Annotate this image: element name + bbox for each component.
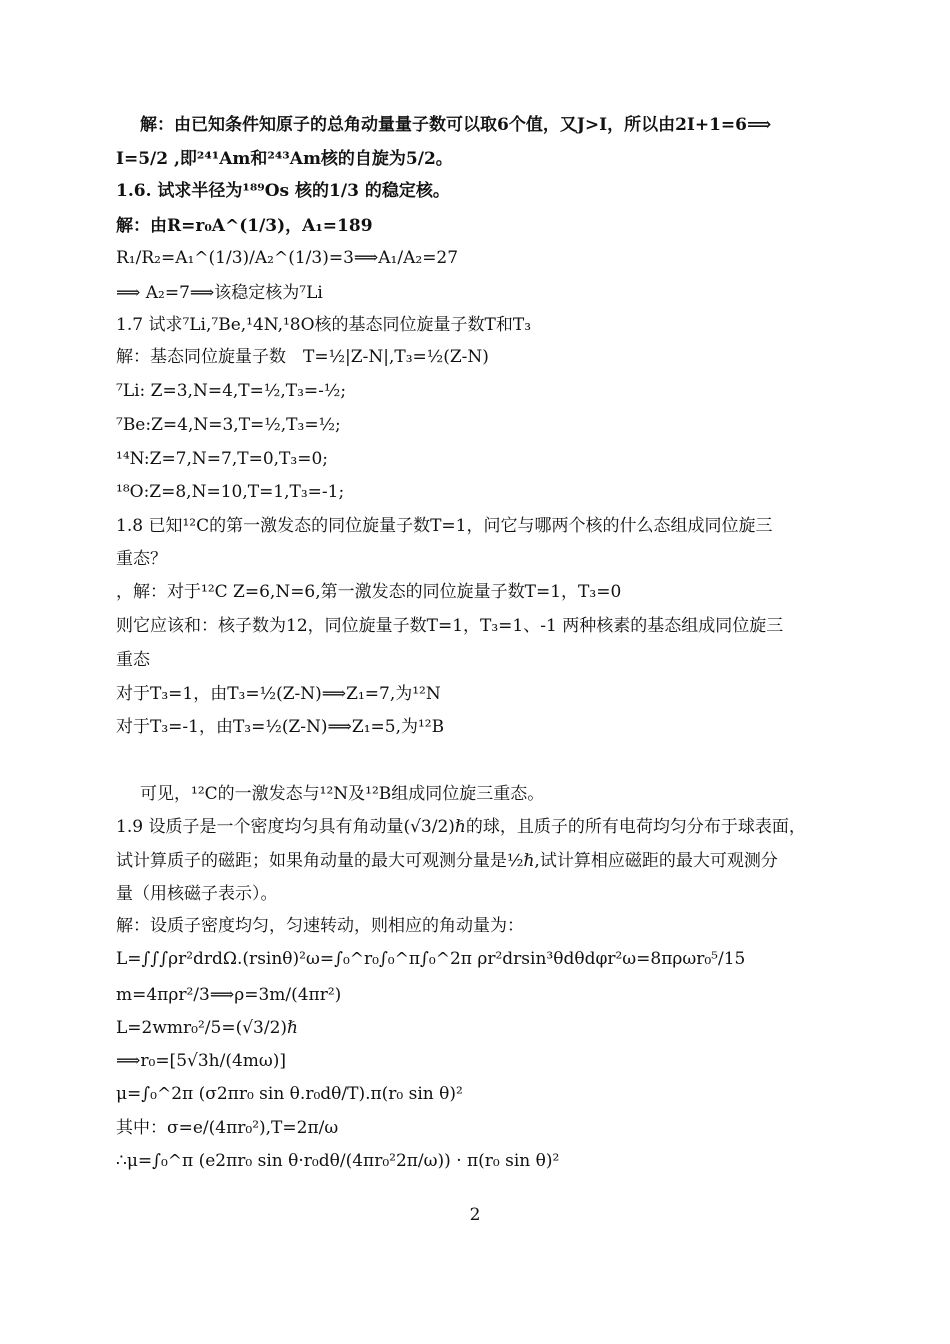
text-line: 1.6. 试求半径为¹⁸⁹Os 核的1/3 的稳定核。 — [116, 181, 450, 201]
text-line: 其中：σ=e/(4πr₀²),T=2π/ω — [116, 1118, 339, 1138]
text-line: ，解：对于¹²C Z=6,N=6,第一激发态的同位旋量子数T=1，T₃=0 — [116, 582, 622, 602]
text-line: m=4πρr²/3⟹ρ=3m/(4πr²) — [116, 985, 342, 1005]
page-number: 2 — [469, 1205, 481, 1225]
text-line: 重态 — [116, 650, 150, 670]
text-line: 可见，¹²C的一激发态与¹²N及¹²B组成同位旋三重态。 — [140, 784, 545, 804]
text-line: 解：设质子密度均匀，匀速转动，则相应的角动量为： — [116, 916, 524, 936]
text-line: μ=∫₀^2π (σ2πr₀ sin θ.r₀dθ/T).π(r₀ sin θ)² — [116, 1084, 463, 1104]
text-line: 1.7 试求⁷Li,⁷Be,¹4N,¹8O核的基态同位旋量子数T和T₃ — [116, 315, 532, 335]
text-line: 解：由R=r₀A^(1/3)，A₁=189 — [116, 216, 373, 236]
text-line: 试计算质子的磁距；如果角动量的最大可观测分量是½ℏ,试计算相应磁距的最大可观测分 — [116, 851, 778, 871]
text-line: 对于T₃=-1，由T₃=½(Z-N)⟹Z₁=5,为¹²B — [116, 717, 445, 737]
text-line: R₁/R₂=A₁^(1/3)/A₂^(1/3)=3⟹A₁/A₂=27 — [116, 248, 459, 268]
text-line: L=∫∫∫ρr²drdΩ.(rsinθ)²ω=∫₀^r₀∫₀^π∫₀^2π ρr²drsin³θdθdφr²ω=8πρωr₀⁵/15 — [116, 949, 746, 969]
text-line: 解：由已知条件知原子的总角动量量子数可以取6个值，又J>I，所以由2I+1=6⟹ — [140, 115, 772, 135]
text-line: ⁷Be:Z=4,N=3,T=½,T₃=½; — [116, 415, 341, 435]
text-line: ¹⁴N:Z=7,N=7,T=0,T₃=0; — [116, 449, 328, 469]
text-line: ⟹r₀=[5√3h/(4mω)] — [116, 1051, 287, 1071]
text-line: 1.8 已知¹²C的第一激发态的同位旋量子数T=1，问它与哪两个核的什么态组成同位旋三 — [116, 516, 773, 536]
text-line: 量（用核磁子表示）。 — [116, 884, 278, 904]
text-line: 对于T₃=1，由T₃=½(Z-N)⟹Z₁=7,为¹²N — [116, 684, 441, 704]
text-line: 解：基态同位旋量子数 T=½|Z-N|,T₃=½(Z-N) — [116, 347, 489, 367]
text-line: 则它应该和：核子数为12，同位旋量子数T=1，T₃=1、-1 两种核素的基态组成同位旋三 — [116, 616, 784, 636]
text-line: L=2wmr₀²/5=(√3/2)ℏ — [116, 1018, 298, 1038]
text-line: 重态？ — [116, 549, 167, 569]
text-line: ⟹ A₂=7⟹该稳定核为⁷Li — [116, 283, 323, 303]
text-line: ⁷Li: Z=3,N=4,T=½,T₃=-½; — [116, 381, 347, 401]
text-line: ∴μ=∫₀^π (e2πr₀ sin θ·r₀dθ/(4πr₀²2π/ω)) · π(r₀ sin θ)² — [116, 1151, 560, 1171]
text-line: 1.9 设质子是一个密度均匀具有角动量(√3/2)ℏ的球，且质子的所有电荷均匀分布于球表面， — [116, 817, 806, 837]
text-line: I=5/2 ,即²⁴¹Am和²⁴³Am核的自旋为5/2。 — [116, 149, 453, 169]
text-line: ¹⁸O:Z=8,N=10,T=1,T₃=-1; — [116, 482, 345, 502]
